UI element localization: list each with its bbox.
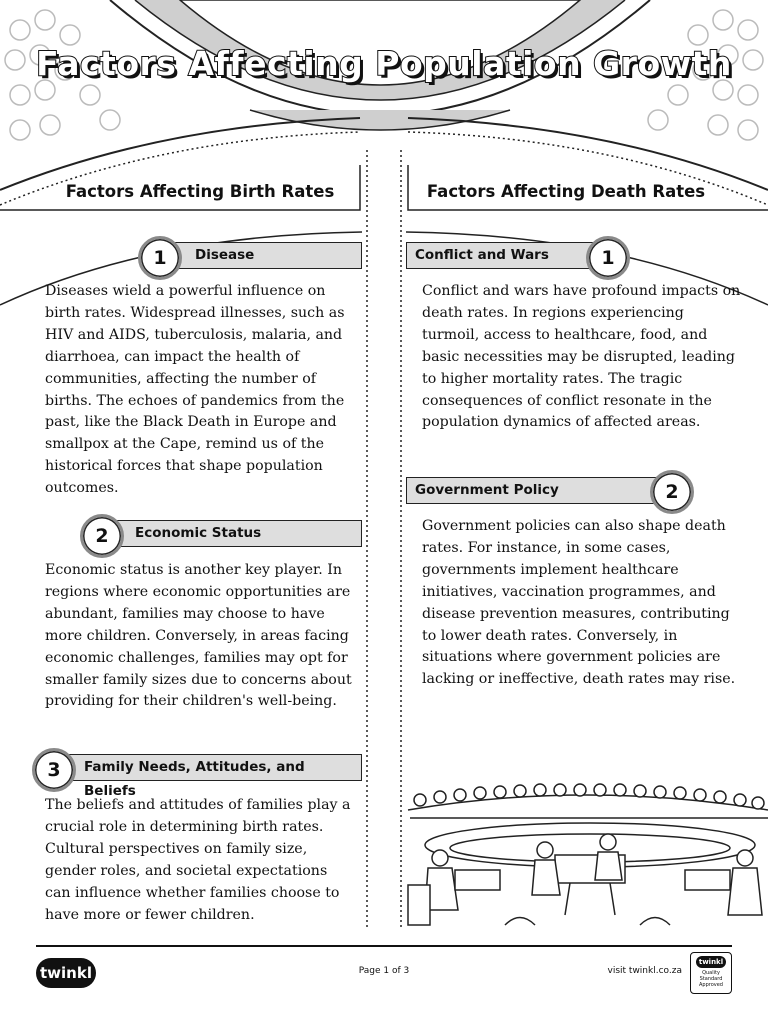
left-section-1-text: Diseases wield a powerful influence on birth rates. Widespread illnesses, such as HIV and AIDS, tuberculosis, malaria, and diarrhoea, can impact the health of communities, affecting the number of births. The echoes of pandemics from the past, like the Black Death in Europe and smallpox at the Cape, remind us of the historical forces that shape population outcomes. [45,283,345,497]
left-arch [0,118,360,190]
banner-bottom [250,110,510,130]
right-section-2-text: Government policies can also shape death rates. For instance, in some cases, governments implement healthcare initiatives, vaccination programmes, and disease prevention measures, contributing to lower death rates. Conversely, in situations where government policies are lacking or ineffective, death rates may rise. [422,518,736,688]
left-section-1-number: 1 [138,236,182,280]
right-section-1-number: 1 [586,236,630,280]
right-section-2-number: 2 [650,470,694,514]
left-section-2-text: Economic status is another key player. In regions where economic opportunities are abundant, families may choose to have more children. Conversely, in areas facing economic challenges, families may opt for smaller family sizes due to concerns about providing for their children's well-being. [45,562,352,710]
page-number: Page 1 of 3 [358,966,410,976]
left-section-3-text: The beliefs and attitudes of families play a crucial role in determining birth rates. Cultural perspectives on family size, gender roles, and societal expectations can influence whether families choose to have more or fewer children. [45,797,351,923]
right-section-2-label: Government Policy [406,477,672,504]
right-arch [408,118,768,190]
page-title: Factors Affecting Population Growth [36,44,732,83]
right-section-1-text: Conflict and wars have profound impacts on death rates. In regions experiencing turmoil, access to healthcare, food, and basic necessities may be disrupted, leading to higher mortality rates. The tragic consequences of conflict resonate in the population dynamics of affected areas. [422,283,741,431]
left-column-heading: Factors Affecting Birth Rates [65,182,335,201]
right-section-1-label: Conflict and Wars [406,242,606,269]
right-column-heading: Factors Affecting Death Rates [426,182,706,201]
left-section-3-label: Family Needs, Attitudes, and Beliefs [55,754,362,781]
site-link[interactable]: visit twinkl.co.za [607,966,682,976]
quality-badge [690,952,732,994]
left-section-1-label: Disease [160,242,362,269]
left-section-3-number: 3 [32,748,76,792]
left-section-2-number: 2 [80,514,124,558]
parliament-illustration [408,784,768,925]
left-section-2-label: Economic Status [102,520,362,547]
badge-logo: twinkl [696,956,726,968]
badge-text: Quality Standard Approved [699,970,723,988]
twinkl-logo[interactable]: twinkl [36,958,96,988]
